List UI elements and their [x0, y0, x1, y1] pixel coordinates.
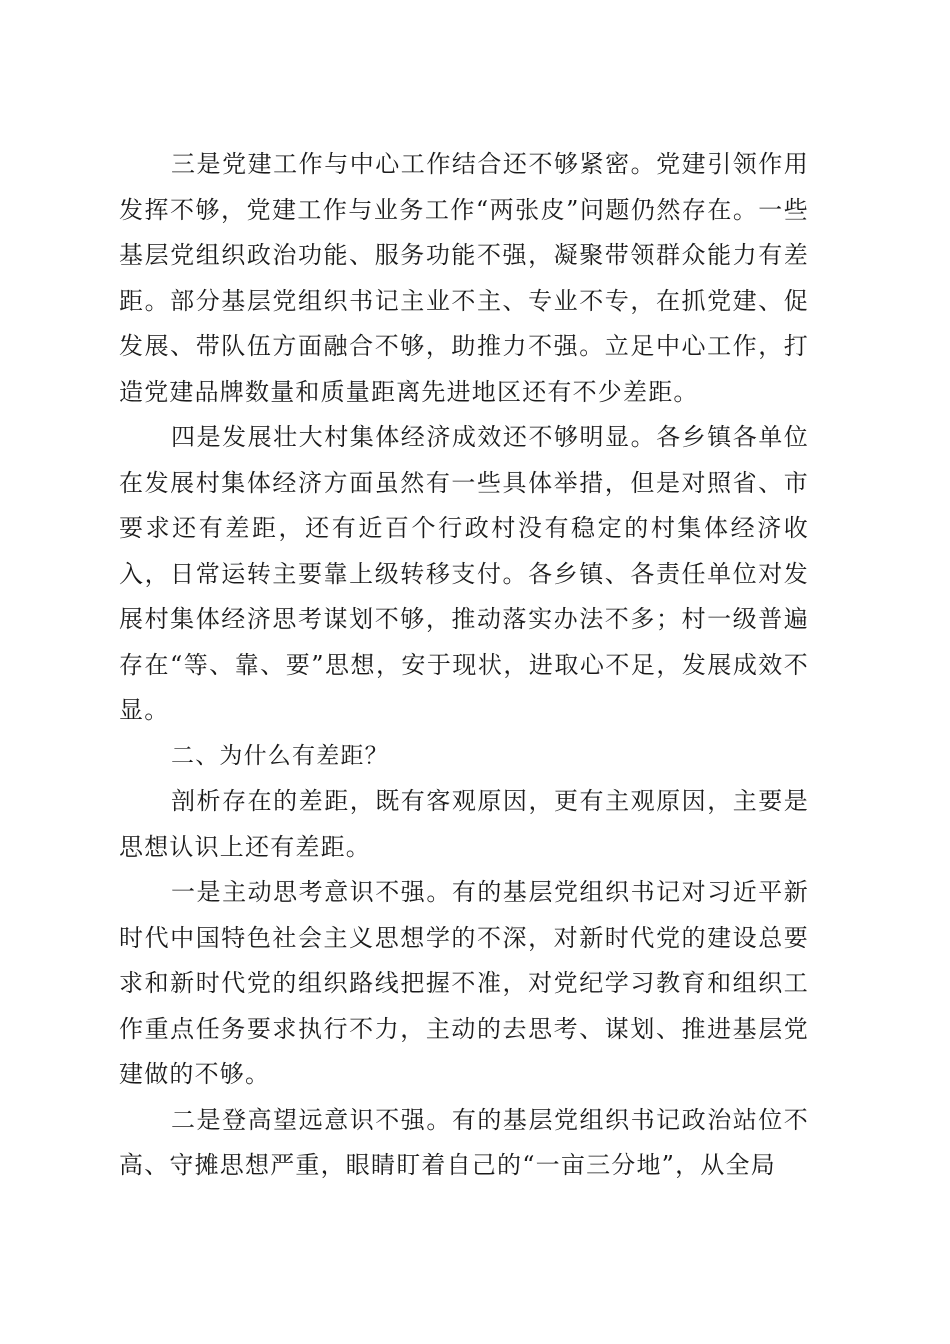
paragraph-broad-vision: 二是登高望远意识不强。有的基层党组织书记政治站位不高、守摊思想严重，眼睛盯着自己的“一亩三分地”，从全局	[119, 1105, 809, 1179]
paragraph-party-building-integration: 三是党建工作与中心工作结合还不够紧密。党建引领作用发挥不够，党建工作与业务工作“两张皮”问题仍然存在。一些基层党组织政治功能、服务功能不强，凝聚带领群众能力有差距。部分基层党组织书记主业不主、专业不专，在抓党建、促发展、带队伍方面融合不够，助推力不强。立足中心工作，打造党建品牌数量和质量距离先进地区还有不少差距。	[119, 150, 809, 406]
section-heading-why-gap: 二、为什么有差距？	[171, 742, 389, 769]
paragraph-proactive-thinking: 一是主动思考意识不强。有的基层党组织书记对习近平新时代中国特色社会主义思想学的不深，对新时代党的建设总要求和新时代党的组织路线把握不准，对党纪学习教育和组织工作重点任务要求执行不力，主动的去思考、谋划、推进基层党建做的不够。	[119, 878, 809, 1088]
paragraph-village-collective-economy: 四是发展壮大村集体经济成效还不够明显。各乡镇各单位在发展村集体经济方面虽然有一些具体举措，但是对照省、市要求还有差距，还有近百个行政村没有稳定的村集体经济收入，日常运转主要靠上级转移支付。各乡镇、各责任单位对发展村集体经济思考谋划不够，推动落实办法不多；村一级普遍存在“等、靠、要”思想，安于现状，进取心不足，发展成效不显。	[119, 423, 809, 724]
document-body	[119, 142, 809, 1189]
paragraph-gap-analysis: 剖析存在的差距，既有客观原因，更有主观原因，主要是思想认识上还有差距。	[119, 787, 809, 861]
